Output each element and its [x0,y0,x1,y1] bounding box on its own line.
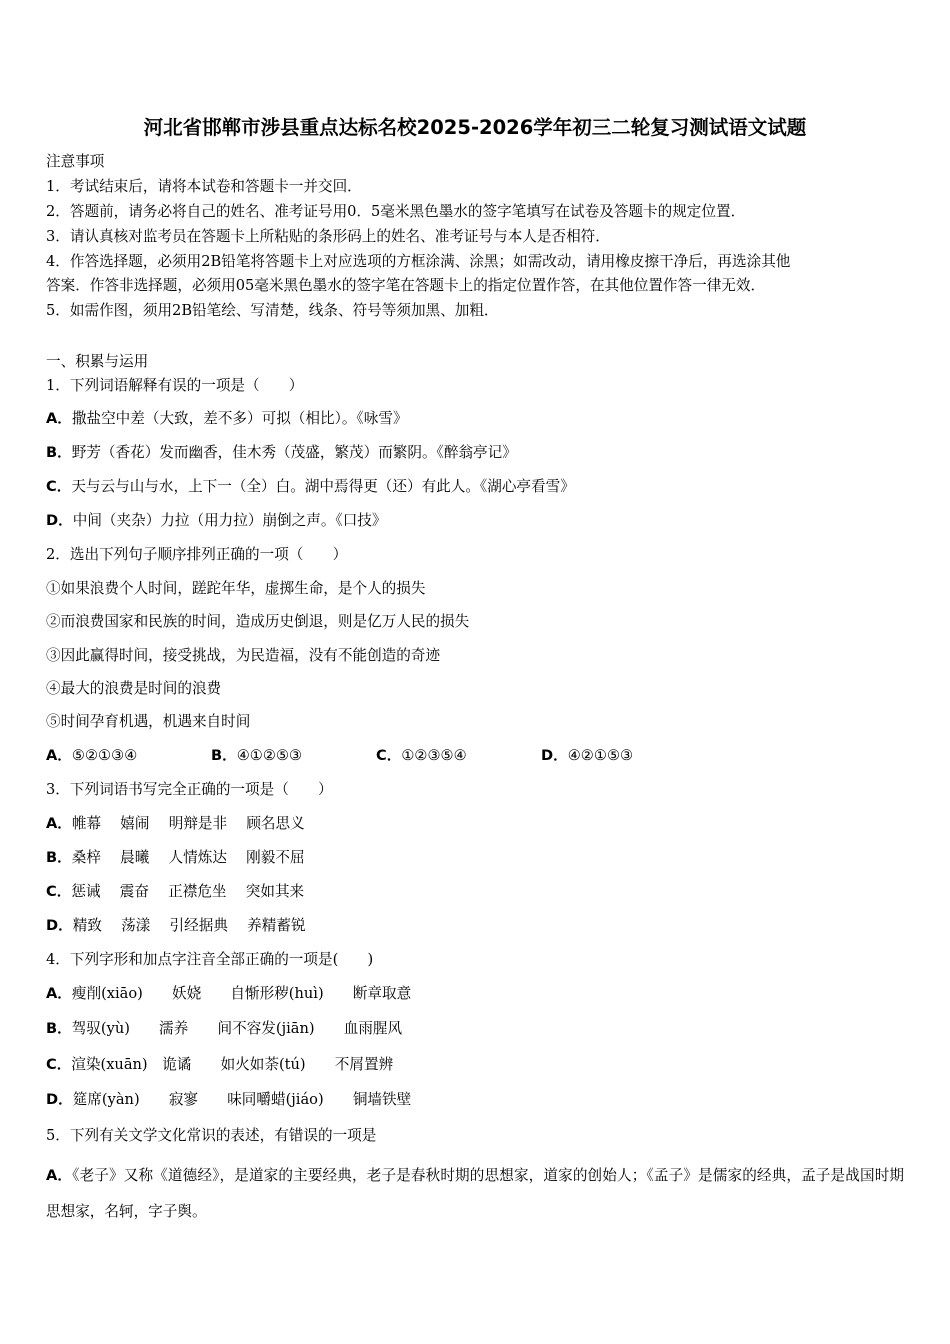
q5-option-a: A．《老子》又称《道德经》，是道家的主要经典，老子是春秋时期的思想家，道家的创始人；《孟子》是儒家的经典，孟子是战国时期思想家，名轲，字子舆。 [46,1167,905,1220]
notice-item: 答案．作答非选择题，必须用05毫米黑色墨水的签字笔在答题卡上的指定位置作答，在其他位置作答一律无效． [46,277,766,294]
q1-option-b: B．野芳（香花）发而幽香，佳木秀（茂盛，繁茂）而繁阴。《醉翁亭记》 [46,444,517,461]
q2-sentence: ④最大的浪费是时间的浪费 [46,680,222,697]
notice-item: 5．如需作图，须用2B铅笔绘、写清楚，线条、符号等须加黑、加粗． [46,302,499,319]
notice-item: 4．作答选择题，必须用2B铅笔将答题卡上对应选项的方框涂满、涂黑；如需改动，请用橡皮擦干净后，再选涂其他 [46,253,791,270]
q1-option-c: C．天与云与山与水，上下一（全）白。湖中焉得更（还）有此人。《湖心亭看雪》 [46,478,575,495]
q2-sentence: ③因此赢得时间，接受挑战，为民造福，没有不能创造的奇迹 [46,647,441,664]
q2-sentence: ②而浪费国家和民族的时间，造成历史倒退，则是亿万人民的损失 [46,613,470,630]
q3-option-b: B．桑梓 晨曦 人情炼达 刚毅不屈 [46,849,305,866]
q2-option-b: B．④①②⑤③ [211,747,303,764]
q4-option-c: C．渲染(xuān) 诡谲 如火如荼(tú) 不屑置辨 [46,1056,394,1073]
q2-options [46,746,633,766]
q2-sentence: ①如果浪费个人时间，蹉跎年华，虚掷生命，是个人的损失 [46,580,426,597]
q1-option-a: A．撒盐空中差（大致，差不多）可拟（相比）。《咏雪》 [46,410,408,427]
question-4-stem: 4．下列字形和加点字注音全部正确的一项是( ) [46,951,374,968]
notice-heading: 注意事项 [46,153,105,170]
q4-option-b: B．驾驭(yù) 濡养 间不容发(jiān) 血雨腥风 [46,1020,403,1037]
q3-option-d: D．精致 荡漾 引经据典 养精蓄锐 [46,917,306,934]
q3-option-c: C．惩诫 震奋 正襟危坐 突如其来 [46,883,305,900]
q2-option-c: C．①②③⑤④ [376,747,467,764]
q2-option-d: D．④②①⑤③ [541,747,634,764]
q2-sentence: ⑤时间孕育机遇，机遇来自时间 [46,713,251,730]
question-1-stem: 1．下列词语解释有误的一项是（ ） [46,377,304,394]
question-3-stem: 3．下列词语书写完全正确的一项是（ ） [46,781,333,798]
q4-option-a: A．瘦削(xiāo) 妖娆 自惭形秽(huì) 断章取意 [46,985,412,1002]
q2-option-a: A．⑤②①③④ [46,747,138,764]
q4-option-d: D．筵席(yàn) 寂寥 味同嚼蜡(jiáo) 铜墙铁壁 [46,1091,412,1108]
page-title: 河北省邯郸市涉县重点达标名校2025-2026学年初三二轮复习测试语文试题 [143,116,807,139]
question-2-stem: 2．选出下列句子顺序排列正确的一项（ ） [46,546,348,563]
notice-item: 2．答题前，请务必将自己的姓名、准考证号用0．5毫米黑色墨水的签字笔填写在试卷及答题卡的规定位置． [46,203,746,220]
q3-option-a: A．帷幕 嬉闹 明辩是非 顾名思义 [46,815,305,832]
section-heading: 一、积累与运用 [46,353,149,370]
question-5-stem: 5．下列有关文学文化常识的表述，有错误的一项是 [46,1127,377,1144]
q1-option-d: D．中间（夹杂）力拉（用力拉）崩倒之声。《口技》 [46,512,387,529]
notice-item: 1．考试结束后，请将本试卷和答题卡一并交回． [46,178,362,195]
notice-item: 3．请认真核对监考员在答题卡上所粘贴的条形码上的姓名、准考证号与本人是否相符． [46,228,610,245]
